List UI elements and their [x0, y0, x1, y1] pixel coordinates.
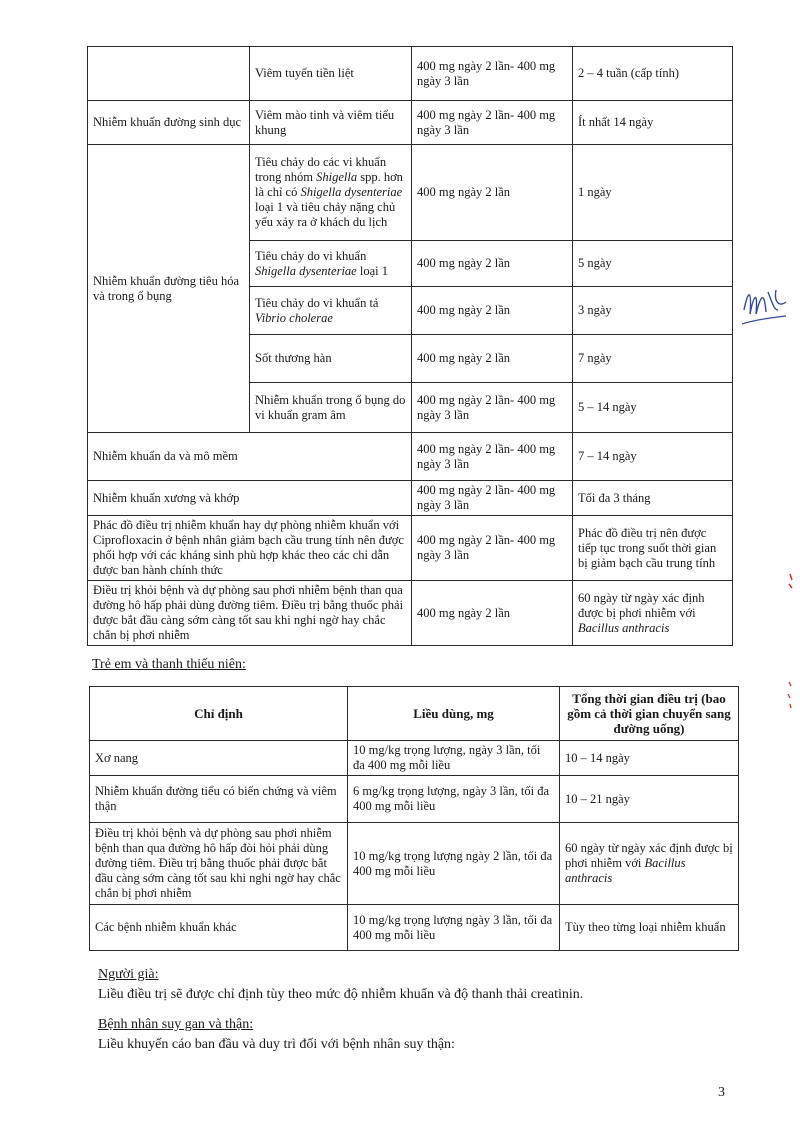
duration-cell: Phác đồ điều trị nên được tiếp tục trong suốt thời gian bị giảm bạch cầu trung tính	[573, 516, 733, 581]
species-name: Bacillus anthracis	[578, 620, 670, 635]
dose-cell: 10 mg/kg trọng lượng, ngày 3 lần, tối đa 400 mg mỗi liều	[348, 741, 560, 776]
table-row	[90, 905, 739, 951]
table-header-row	[90, 687, 739, 741]
duration-cell: 1 ngày	[573, 145, 733, 241]
group-cell: Nhiễm khuẩn da và mô mềm	[88, 433, 412, 481]
column-header-dose: Liều dùng, mg	[348, 687, 560, 741]
page-number: 3	[718, 1085, 725, 1100]
dose-cell: 400 mg ngày 2 lần	[412, 287, 573, 335]
duration-cell: 5 ngày	[573, 241, 733, 287]
column-header-duration: Tổng thời gian điều trị (bao gồm cả thời gian chuyển sang đường uống)	[560, 687, 739, 741]
group-cell: Nhiễm khuẩn đường sinh dục	[88, 101, 250, 145]
red-mark	[784, 680, 796, 710]
indication-cell: Điều trị khỏi bệnh và dự phòng sau phơi nhiễm bệnh than qua đường hô hấp đòi hỏi phải dùng đường tiêm. Điều trị bằng thuốc phải được bắt đầu càng sớm càng tốt sau khi nghi ngờ hay chắc chắn bị phơi nhiễm	[90, 823, 348, 905]
species-name: Shigella dysenteriae	[300, 185, 403, 199]
dose-cell: 400 mg ngày 2 lần	[412, 241, 573, 287]
indication-cell: Viêm tuyến tiền liệt	[250, 47, 412, 101]
indication-text: Tiêu chảy do các vi khuẩn trong nhóm	[255, 155, 387, 184]
indication-cell: Nhiễm khuẩn đường tiểu có biến chứng và viêm thận	[90, 776, 348, 823]
duration-cell: Tùy theo từng loại nhiễm khuẩn	[560, 905, 739, 951]
dose-cell: 400 mg ngày 2 lần- 400 mg ngày 3 lần	[412, 481, 573, 516]
group-cell: Phác đồ điều trị nhiễm khuẩn hay dự phòng nhiễm khuẩn với Ciprofloxacin ở bệnh nhân giảm bạch cầu trung tính nên được phối hợp với các kháng sinh phù hợp khác theo các chỉ dẫn được ban hành chính thức	[88, 516, 412, 581]
dose-cell: 400 mg ngày 2 lần	[412, 145, 573, 241]
table-row	[90, 741, 739, 776]
table-row	[88, 433, 733, 481]
species-name: Bacillus anthracis	[565, 856, 686, 885]
group-cell: Nhiễm khuẩn xương và khớp	[88, 481, 412, 516]
renal-text: Liều khuyến cáo ban đầu và duy trì đối với bệnh nhân suy thận:	[98, 1037, 455, 1052]
species-name: Vibrio cholerae	[255, 310, 333, 325]
duration-cell: 3 ngày	[573, 287, 733, 335]
duration-cell	[560, 823, 739, 905]
duration-text: 60 ngày từ ngày xác định được bị phơi nhiễm với	[565, 841, 733, 870]
duration-cell: 2 – 4 tuần (cấp tính)	[573, 47, 733, 101]
group-cell: Nhiễm khuẩn đường tiêu hóa và trong ổ bụng	[88, 145, 250, 433]
table-row	[88, 101, 733, 145]
elderly-heading: Người già:	[98, 967, 159, 982]
indication-cell: Viêm mào tinh và viêm tiểu khung	[250, 101, 412, 145]
duration-cell: Tối đa 3 tháng	[573, 481, 733, 516]
indication-cell: Xơ nang	[90, 741, 348, 776]
species-name: Shigella	[316, 170, 358, 184]
adult-dosing-table	[87, 46, 733, 646]
children-section-heading: Trẻ em và thanh thiếu niên:	[92, 657, 246, 672]
dose-cell: 400 mg ngày 2 lần- 400 mg ngày 3 lần	[412, 101, 573, 145]
indication-cell: Sốt thương hàn	[250, 335, 412, 383]
table-row	[88, 581, 733, 646]
elderly-text: Liều điều trị sẽ được chỉ định tùy theo mức độ nhiễm khuẩn và độ thanh thải creatinin.	[98, 987, 584, 1002]
duration-cell: 10 – 21 ngày	[560, 776, 739, 823]
indication-cell	[250, 145, 412, 241]
duration-cell: 7 – 14 ngày	[573, 433, 733, 481]
indication-cell	[250, 241, 412, 287]
duration-text: 60 ngày từ ngày xác định được bị phơi nhiễm với	[578, 590, 705, 620]
indication-text: loại 1 và tiêu chảy nặng chủ yếu xảy ra ở khách du lịch	[255, 200, 396, 229]
table-row	[88, 481, 733, 516]
table-row	[88, 145, 733, 241]
table-row	[90, 823, 739, 905]
children-dosing-table	[89, 686, 739, 951]
table-row	[88, 516, 733, 581]
indication-cell	[250, 287, 412, 335]
dose-cell: 400 mg ngày 2 lần- 400 mg ngày 3 lần	[412, 433, 573, 481]
duration-cell: 7 ngày	[573, 335, 733, 383]
duration-cell: Ít nhất 14 ngày	[573, 101, 733, 145]
indication-text: spp. hơn là chỉ có	[255, 170, 403, 199]
renal-heading: Bệnh nhân suy gan và thận:	[98, 1017, 254, 1032]
table-row	[90, 776, 739, 823]
group-cell	[88, 47, 250, 101]
species-name: Shigella dysenteriae	[255, 263, 357, 278]
dose-cell: 6 mg/kg trọng lượng, ngày 3 lần, tối đa 400 mg mỗi liều	[348, 776, 560, 823]
dose-cell: 400 mg ngày 2 lần	[412, 581, 573, 646]
indication-text: loại 1	[356, 263, 388, 278]
dose-cell: 400 mg ngày 2 lần- 400 mg ngày 3 lần	[412, 516, 573, 581]
column-header-indication: Chỉ định	[90, 687, 348, 741]
indication-cell: Nhiễm khuẩn trong ổ bụng do vi khuẩn gram âm	[250, 383, 412, 433]
indication-text: Tiêu chảy do vi khuẩn tả	[255, 295, 379, 310]
duration-cell	[573, 581, 733, 646]
duration-cell: 10 – 14 ngày	[560, 741, 739, 776]
table-row	[88, 47, 733, 101]
dose-cell: 400 mg ngày 2 lần- 400 mg ngày 3 lần	[412, 47, 573, 101]
indication-cell: Các bệnh nhiễm khuẩn khác	[90, 905, 348, 951]
red-mark	[786, 572, 796, 592]
dose-cell: 10 mg/kg trọng lượng ngày 3 lần, tối đa 400 mg mỗi liều	[348, 905, 560, 951]
dose-cell: 400 mg ngày 2 lần	[412, 335, 573, 383]
duration-cell: 5 – 14 ngày	[573, 383, 733, 433]
group-cell: Điều trị khỏi bệnh và dự phòng sau phơi nhiễm bệnh than qua đường hô hấp phải dùng đường tiêm. Điều trị bằng thuốc phải được bắt đầu càng sớm càng tốt sau khi nghi ngờ hay chắc chắn bị phơi nhiễm	[88, 581, 412, 646]
indication-text: Tiêu chảy do vi khuẩn	[255, 248, 367, 263]
dose-cell: 400 mg ngày 2 lần- 400 mg ngày 3 lần	[412, 383, 573, 433]
handwritten-initials-signature	[738, 280, 790, 340]
dose-cell: 10 mg/kg trọng lượng ngày 2 lần, tối đa 400 mg mỗi liều	[348, 823, 560, 905]
